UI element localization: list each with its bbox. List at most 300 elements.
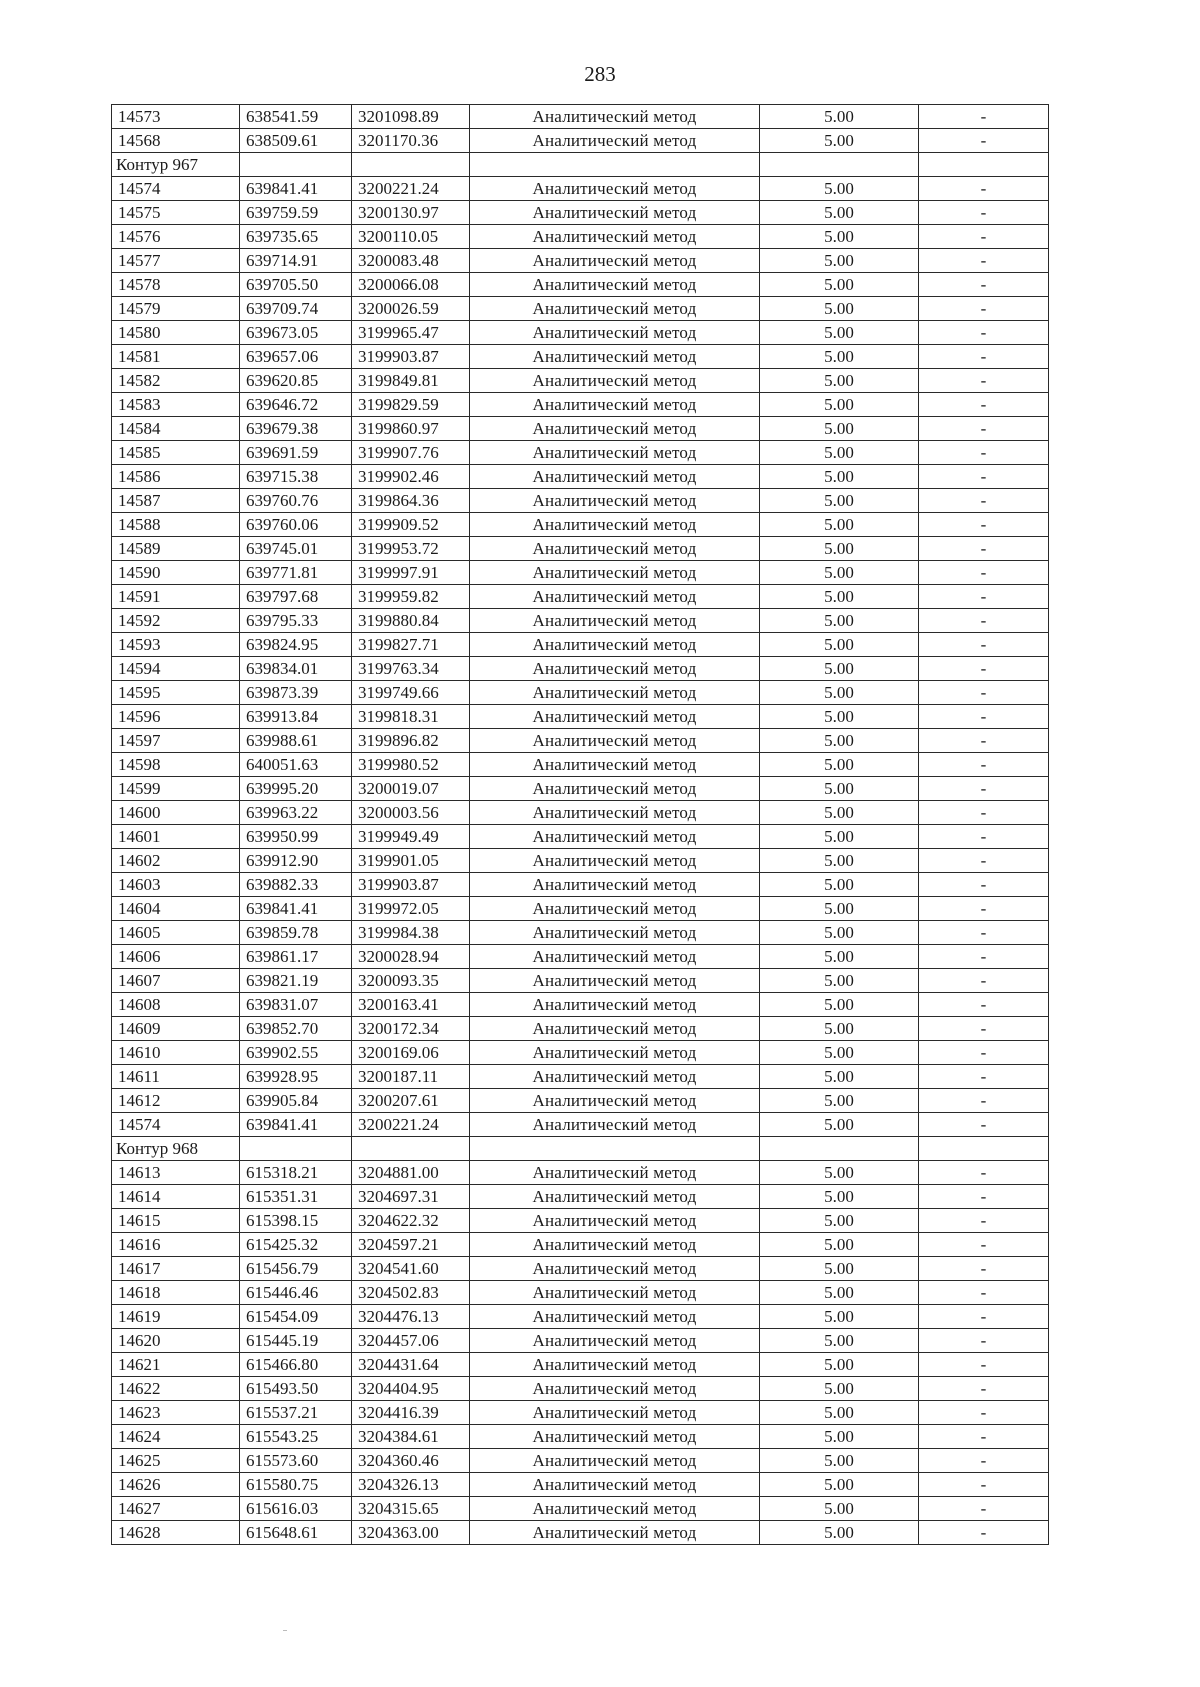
method-cell: Аналитический метод (470, 1185, 760, 1209)
note-cell: - (919, 249, 1049, 273)
point-id-cell: 14615 (112, 1209, 240, 1233)
point-id-cell: 14598 (112, 753, 240, 777)
y-coordinate-cell: 3199896.82 (352, 729, 470, 753)
accuracy-cell: 5.00 (760, 921, 919, 945)
point-id-cell: 14613 (112, 1161, 240, 1185)
x-coordinate-cell: 615580.75 (240, 1473, 352, 1497)
method-cell: Аналитический метод (470, 993, 760, 1017)
accuracy-cell: 5.00 (760, 849, 919, 873)
method-cell: Аналитический метод (470, 897, 760, 921)
method-cell: Аналитический метод (470, 1281, 760, 1305)
point-id-cell: 14624 (112, 1425, 240, 1449)
note-cell: - (919, 1257, 1049, 1281)
y-coordinate-cell: 3204363.00 (352, 1521, 470, 1545)
note-cell: - (919, 729, 1049, 753)
note-cell: - (919, 633, 1049, 657)
contour-label: Контур 968 (112, 1137, 240, 1161)
method-cell: Аналитический метод (470, 633, 760, 657)
method-cell: Аналитический метод (470, 729, 760, 753)
accuracy-cell: 5.00 (760, 1065, 919, 1089)
method-cell: Аналитический метод (470, 657, 760, 681)
accuracy-cell: 5.00 (760, 1113, 919, 1137)
x-coordinate-cell: 639859.78 (240, 921, 352, 945)
x-coordinate-cell: 615454.09 (240, 1305, 352, 1329)
x-coordinate-cell: 639705.50 (240, 273, 352, 297)
point-id-cell: 14574 (112, 177, 240, 201)
method-cell: Аналитический метод (470, 1233, 760, 1257)
empty-cell (760, 1137, 919, 1161)
y-coordinate-cell: 3199903.87 (352, 873, 470, 897)
point-id-cell: 14595 (112, 681, 240, 705)
method-cell: Аналитический метод (470, 1209, 760, 1233)
table-row (112, 1305, 1049, 1329)
note-cell: - (919, 393, 1049, 417)
x-coordinate-cell: 639760.06 (240, 513, 352, 537)
accuracy-cell: 5.00 (760, 1473, 919, 1497)
x-coordinate-cell: 615445.19 (240, 1329, 352, 1353)
y-coordinate-cell: 3199864.36 (352, 489, 470, 513)
y-coordinate-cell: 3199959.82 (352, 585, 470, 609)
note-cell: - (919, 273, 1049, 297)
note-cell: - (919, 1449, 1049, 1473)
accuracy-cell: 5.00 (760, 369, 919, 393)
method-cell: Аналитический метод (470, 873, 760, 897)
note-cell: - (919, 969, 1049, 993)
y-coordinate-cell: 3199827.71 (352, 633, 470, 657)
table-row (112, 1353, 1049, 1377)
method-cell: Аналитический метод (470, 801, 760, 825)
accuracy-cell: 5.00 (760, 681, 919, 705)
note-cell: - (919, 105, 1049, 129)
method-cell: Аналитический метод (470, 753, 760, 777)
x-coordinate-cell: 639657.06 (240, 345, 352, 369)
note-cell: - (919, 873, 1049, 897)
accuracy-cell: 5.00 (760, 945, 919, 969)
x-coordinate-cell: 639646.72 (240, 393, 352, 417)
y-coordinate-cell: 3204476.13 (352, 1305, 470, 1329)
note-cell: - (919, 1161, 1049, 1185)
accuracy-cell: 5.00 (760, 993, 919, 1017)
x-coordinate-cell: 615398.15 (240, 1209, 352, 1233)
y-coordinate-cell: 3199902.46 (352, 465, 470, 489)
empty-cell (470, 1137, 760, 1161)
table-row (112, 633, 1049, 657)
point-id-cell: 14625 (112, 1449, 240, 1473)
point-id-cell: 14616 (112, 1233, 240, 1257)
x-coordinate-cell: 639861.17 (240, 945, 352, 969)
method-cell: Аналитический метод (470, 585, 760, 609)
note-cell: - (919, 537, 1049, 561)
x-coordinate-cell: 639873.39 (240, 681, 352, 705)
table-row (112, 921, 1049, 945)
accuracy-cell: 5.00 (760, 345, 919, 369)
x-coordinate-cell: 615543.25 (240, 1425, 352, 1449)
x-coordinate-cell: 638541.59 (240, 105, 352, 129)
accuracy-cell: 5.00 (760, 1185, 919, 1209)
accuracy-cell: 5.00 (760, 489, 919, 513)
accuracy-cell: 5.00 (760, 273, 919, 297)
x-coordinate-cell: 639834.01 (240, 657, 352, 681)
accuracy-cell: 5.00 (760, 729, 919, 753)
x-coordinate-cell: 639760.76 (240, 489, 352, 513)
point-id-cell: 14628 (112, 1521, 240, 1545)
table-row (112, 1185, 1049, 1209)
y-coordinate-cell: 3200163.41 (352, 993, 470, 1017)
point-id-cell: 14583 (112, 393, 240, 417)
method-cell: Аналитический метод (470, 1449, 760, 1473)
accuracy-cell: 5.00 (760, 1257, 919, 1281)
y-coordinate-cell: 3204541.60 (352, 1257, 470, 1281)
method-cell: Аналитический метод (470, 441, 760, 465)
note-cell: - (919, 1041, 1049, 1065)
table-row (112, 705, 1049, 729)
table-row (112, 561, 1049, 585)
x-coordinate-cell: 639841.41 (240, 1113, 352, 1137)
note-cell: - (919, 993, 1049, 1017)
method-cell: Аналитический метод (470, 1473, 760, 1497)
method-cell: Аналитический метод (470, 945, 760, 969)
y-coordinate-cell: 3200169.06 (352, 1041, 470, 1065)
table-row (112, 1425, 1049, 1449)
table-row (112, 249, 1049, 273)
table-row (112, 849, 1049, 873)
y-coordinate-cell: 3200221.24 (352, 177, 470, 201)
method-cell: Аналитический метод (470, 1497, 760, 1521)
note-cell: - (919, 657, 1049, 681)
x-coordinate-cell: 639679.38 (240, 417, 352, 441)
y-coordinate-cell: 3200026.59 (352, 297, 470, 321)
empty-cell (352, 1137, 470, 1161)
y-coordinate-cell: 3204326.13 (352, 1473, 470, 1497)
y-coordinate-cell: 3199860.97 (352, 417, 470, 441)
y-coordinate-cell: 3199749.66 (352, 681, 470, 705)
note-cell: - (919, 777, 1049, 801)
method-cell: Аналитический метод (470, 969, 760, 993)
point-id-cell: 14588 (112, 513, 240, 537)
point-id-cell: 14626 (112, 1473, 240, 1497)
note-cell: - (919, 1329, 1049, 1353)
accuracy-cell: 5.00 (760, 441, 919, 465)
y-coordinate-cell: 3199763.34 (352, 657, 470, 681)
table-row (112, 297, 1049, 321)
note-cell: - (919, 1185, 1049, 1209)
method-cell: Аналитический метод (470, 1065, 760, 1089)
x-coordinate-cell: 615616.03 (240, 1497, 352, 1521)
accuracy-cell: 5.00 (760, 1209, 919, 1233)
point-id-cell: 14605 (112, 921, 240, 945)
table-row (112, 801, 1049, 825)
table-row (112, 1449, 1049, 1473)
x-coordinate-cell: 615351.31 (240, 1185, 352, 1209)
method-cell: Аналитический метод (470, 561, 760, 585)
accuracy-cell: 5.00 (760, 513, 919, 537)
point-id-cell: 14579 (112, 297, 240, 321)
table-row (112, 1257, 1049, 1281)
note-cell: - (919, 177, 1049, 201)
accuracy-cell: 5.00 (760, 465, 919, 489)
note-cell: - (919, 921, 1049, 945)
table-row (112, 1065, 1049, 1089)
x-coordinate-cell: 639852.70 (240, 1017, 352, 1041)
method-cell: Аналитический метод (470, 825, 760, 849)
method-cell: Аналитический метод (470, 417, 760, 441)
scan-speck (283, 1630, 287, 1631)
y-coordinate-cell: 3199907.76 (352, 441, 470, 465)
x-coordinate-cell: 615318.21 (240, 1161, 352, 1185)
y-coordinate-cell: 3204502.83 (352, 1281, 470, 1305)
accuracy-cell: 5.00 (760, 537, 919, 561)
point-id-cell: 14619 (112, 1305, 240, 1329)
y-coordinate-cell: 3200028.94 (352, 945, 470, 969)
note-cell: - (919, 753, 1049, 777)
contour-header-row (112, 153, 1049, 177)
method-cell: Аналитический метод (470, 513, 760, 537)
point-id-cell: 14603 (112, 873, 240, 897)
note-cell: - (919, 1353, 1049, 1377)
point-id-cell: 14602 (112, 849, 240, 873)
method-cell: Аналитический метод (470, 297, 760, 321)
empty-cell (919, 153, 1049, 177)
note-cell: - (919, 1521, 1049, 1545)
method-cell: Аналитический метод (470, 1425, 760, 1449)
y-coordinate-cell: 3200221.24 (352, 1113, 470, 1137)
note-cell: - (919, 585, 1049, 609)
accuracy-cell: 5.00 (760, 825, 919, 849)
coordinates-table (111, 104, 1049, 1545)
point-id-cell: 14627 (112, 1497, 240, 1521)
note-cell: - (919, 849, 1049, 873)
method-cell: Аналитический метод (470, 1377, 760, 1401)
note-cell: - (919, 345, 1049, 369)
y-coordinate-cell: 3201170.36 (352, 129, 470, 153)
method-cell: Аналитический метод (470, 1401, 760, 1425)
point-id-cell: 14594 (112, 657, 240, 681)
accuracy-cell: 5.00 (760, 1521, 919, 1545)
point-id-cell: 14589 (112, 537, 240, 561)
x-coordinate-cell: 639912.90 (240, 849, 352, 873)
point-id-cell: 14604 (112, 897, 240, 921)
accuracy-cell: 5.00 (760, 1233, 919, 1257)
note-cell: - (919, 1209, 1049, 1233)
table-row (112, 369, 1049, 393)
contour-header-row (112, 1137, 1049, 1161)
table-row (112, 897, 1049, 921)
x-coordinate-cell: 639950.99 (240, 825, 352, 849)
x-coordinate-cell: 615573.60 (240, 1449, 352, 1473)
note-cell: - (919, 609, 1049, 633)
accuracy-cell: 5.00 (760, 1449, 919, 1473)
note-cell: - (919, 1065, 1049, 1089)
method-cell: Аналитический метод (470, 1521, 760, 1545)
y-coordinate-cell: 3204881.00 (352, 1161, 470, 1185)
note-cell: - (919, 561, 1049, 585)
table-row (112, 1089, 1049, 1113)
y-coordinate-cell: 3200003.56 (352, 801, 470, 825)
method-cell: Аналитический метод (470, 1353, 760, 1377)
accuracy-cell: 5.00 (760, 1377, 919, 1401)
point-id-cell: 14593 (112, 633, 240, 657)
point-id-cell: 14612 (112, 1089, 240, 1113)
y-coordinate-cell: 3204597.21 (352, 1233, 470, 1257)
y-coordinate-cell: 3200130.97 (352, 201, 470, 225)
point-id-cell: 14611 (112, 1065, 240, 1089)
table-row (112, 105, 1049, 129)
point-id-cell: 14621 (112, 1353, 240, 1377)
x-coordinate-cell: 639797.68 (240, 585, 352, 609)
x-coordinate-cell: 615466.80 (240, 1353, 352, 1377)
empty-cell (240, 1137, 352, 1161)
accuracy-cell: 5.00 (760, 1353, 919, 1377)
table-row (112, 225, 1049, 249)
point-id-cell: 14623 (112, 1401, 240, 1425)
x-coordinate-cell: 615648.61 (240, 1521, 352, 1545)
accuracy-cell: 5.00 (760, 321, 919, 345)
method-cell: Аналитический метод (470, 1113, 760, 1137)
accuracy-cell: 5.00 (760, 1329, 919, 1353)
point-id-cell: 14592 (112, 609, 240, 633)
x-coordinate-cell: 639715.38 (240, 465, 352, 489)
note-cell: - (919, 225, 1049, 249)
point-id-cell: 14584 (112, 417, 240, 441)
y-coordinate-cell: 3200187.11 (352, 1065, 470, 1089)
accuracy-cell: 5.00 (760, 1161, 919, 1185)
note-cell: - (919, 1113, 1049, 1137)
accuracy-cell: 5.00 (760, 657, 919, 681)
point-id-cell: 14609 (112, 1017, 240, 1041)
point-id-cell: 14620 (112, 1329, 240, 1353)
method-cell: Аналитический метод (470, 1089, 760, 1113)
table-row (112, 1329, 1049, 1353)
note-cell: - (919, 801, 1049, 825)
note-cell: - (919, 1017, 1049, 1041)
x-coordinate-cell: 639963.22 (240, 801, 352, 825)
accuracy-cell: 5.00 (760, 177, 919, 201)
note-cell: - (919, 1281, 1049, 1305)
point-id-cell: 14576 (112, 225, 240, 249)
point-id-cell: 14573 (112, 105, 240, 129)
x-coordinate-cell: 639620.85 (240, 369, 352, 393)
y-coordinate-cell: 3200093.35 (352, 969, 470, 993)
y-coordinate-cell: 3201098.89 (352, 105, 470, 129)
note-cell: - (919, 945, 1049, 969)
accuracy-cell: 5.00 (760, 249, 919, 273)
table-row (112, 177, 1049, 201)
method-cell: Аналитический метод (470, 489, 760, 513)
table-row (112, 273, 1049, 297)
accuracy-cell: 5.00 (760, 705, 919, 729)
method-cell: Аналитический метод (470, 1017, 760, 1041)
point-id-cell: 14580 (112, 321, 240, 345)
table-row (112, 945, 1049, 969)
y-coordinate-cell: 3199953.72 (352, 537, 470, 561)
point-id-cell: 14582 (112, 369, 240, 393)
x-coordinate-cell: 639714.91 (240, 249, 352, 273)
contour-label: Контур 967 (112, 153, 240, 177)
note-cell: - (919, 369, 1049, 393)
note-cell: - (919, 129, 1049, 153)
accuracy-cell: 5.00 (760, 801, 919, 825)
point-id-cell: 14578 (112, 273, 240, 297)
y-coordinate-cell: 3199965.47 (352, 321, 470, 345)
point-id-cell: 14614 (112, 1185, 240, 1209)
accuracy-cell: 5.00 (760, 1497, 919, 1521)
x-coordinate-cell: 640051.63 (240, 753, 352, 777)
table-row (112, 681, 1049, 705)
accuracy-cell: 5.00 (760, 969, 919, 993)
empty-cell (470, 153, 760, 177)
method-cell: Аналитический метод (470, 681, 760, 705)
table-row (112, 1209, 1049, 1233)
empty-cell (760, 153, 919, 177)
x-coordinate-cell: 639824.95 (240, 633, 352, 657)
x-coordinate-cell: 639902.55 (240, 1041, 352, 1065)
table-row (112, 513, 1049, 537)
y-coordinate-cell: 3200172.34 (352, 1017, 470, 1041)
note-cell: - (919, 417, 1049, 441)
method-cell: Аналитический метод (470, 345, 760, 369)
x-coordinate-cell: 638509.61 (240, 129, 352, 153)
table-row (112, 825, 1049, 849)
table-row (112, 1113, 1049, 1137)
note-cell: - (919, 1305, 1049, 1329)
note-cell: - (919, 705, 1049, 729)
x-coordinate-cell: 639841.41 (240, 177, 352, 201)
method-cell: Аналитический метод (470, 249, 760, 273)
point-id-cell: 14606 (112, 945, 240, 969)
accuracy-cell: 5.00 (760, 873, 919, 897)
note-cell: - (919, 1401, 1049, 1425)
y-coordinate-cell: 3200110.05 (352, 225, 470, 249)
accuracy-cell: 5.00 (760, 297, 919, 321)
empty-cell (240, 153, 352, 177)
x-coordinate-cell: 639735.65 (240, 225, 352, 249)
method-cell: Аналитический метод (470, 537, 760, 561)
x-coordinate-cell: 615425.32 (240, 1233, 352, 1257)
point-id-cell: 14591 (112, 585, 240, 609)
y-coordinate-cell: 3204622.32 (352, 1209, 470, 1233)
x-coordinate-cell: 615537.21 (240, 1401, 352, 1425)
accuracy-cell: 5.00 (760, 633, 919, 657)
note-cell: - (919, 465, 1049, 489)
table-row (112, 537, 1049, 561)
table-row (112, 345, 1049, 369)
accuracy-cell: 5.00 (760, 201, 919, 225)
table-row (112, 969, 1049, 993)
note-cell: - (919, 825, 1049, 849)
point-id-cell: 14575 (112, 201, 240, 225)
table-row (112, 777, 1049, 801)
point-id-cell: 14590 (112, 561, 240, 585)
table-row (112, 1521, 1049, 1545)
point-id-cell: 14587 (112, 489, 240, 513)
table-row (112, 441, 1049, 465)
x-coordinate-cell: 639691.59 (240, 441, 352, 465)
table-row (112, 609, 1049, 633)
table-row (112, 753, 1049, 777)
x-coordinate-cell: 639905.84 (240, 1089, 352, 1113)
accuracy-cell: 5.00 (760, 609, 919, 633)
x-coordinate-cell: 639745.01 (240, 537, 352, 561)
accuracy-cell: 5.00 (760, 585, 919, 609)
x-coordinate-cell: 639795.33 (240, 609, 352, 633)
method-cell: Аналитический метод (470, 609, 760, 633)
y-coordinate-cell: 3199997.91 (352, 561, 470, 585)
y-coordinate-cell: 3204360.46 (352, 1449, 470, 1473)
accuracy-cell: 5.00 (760, 417, 919, 441)
accuracy-cell: 5.00 (760, 897, 919, 921)
accuracy-cell: 5.00 (760, 1401, 919, 1425)
point-id-cell: 14597 (112, 729, 240, 753)
